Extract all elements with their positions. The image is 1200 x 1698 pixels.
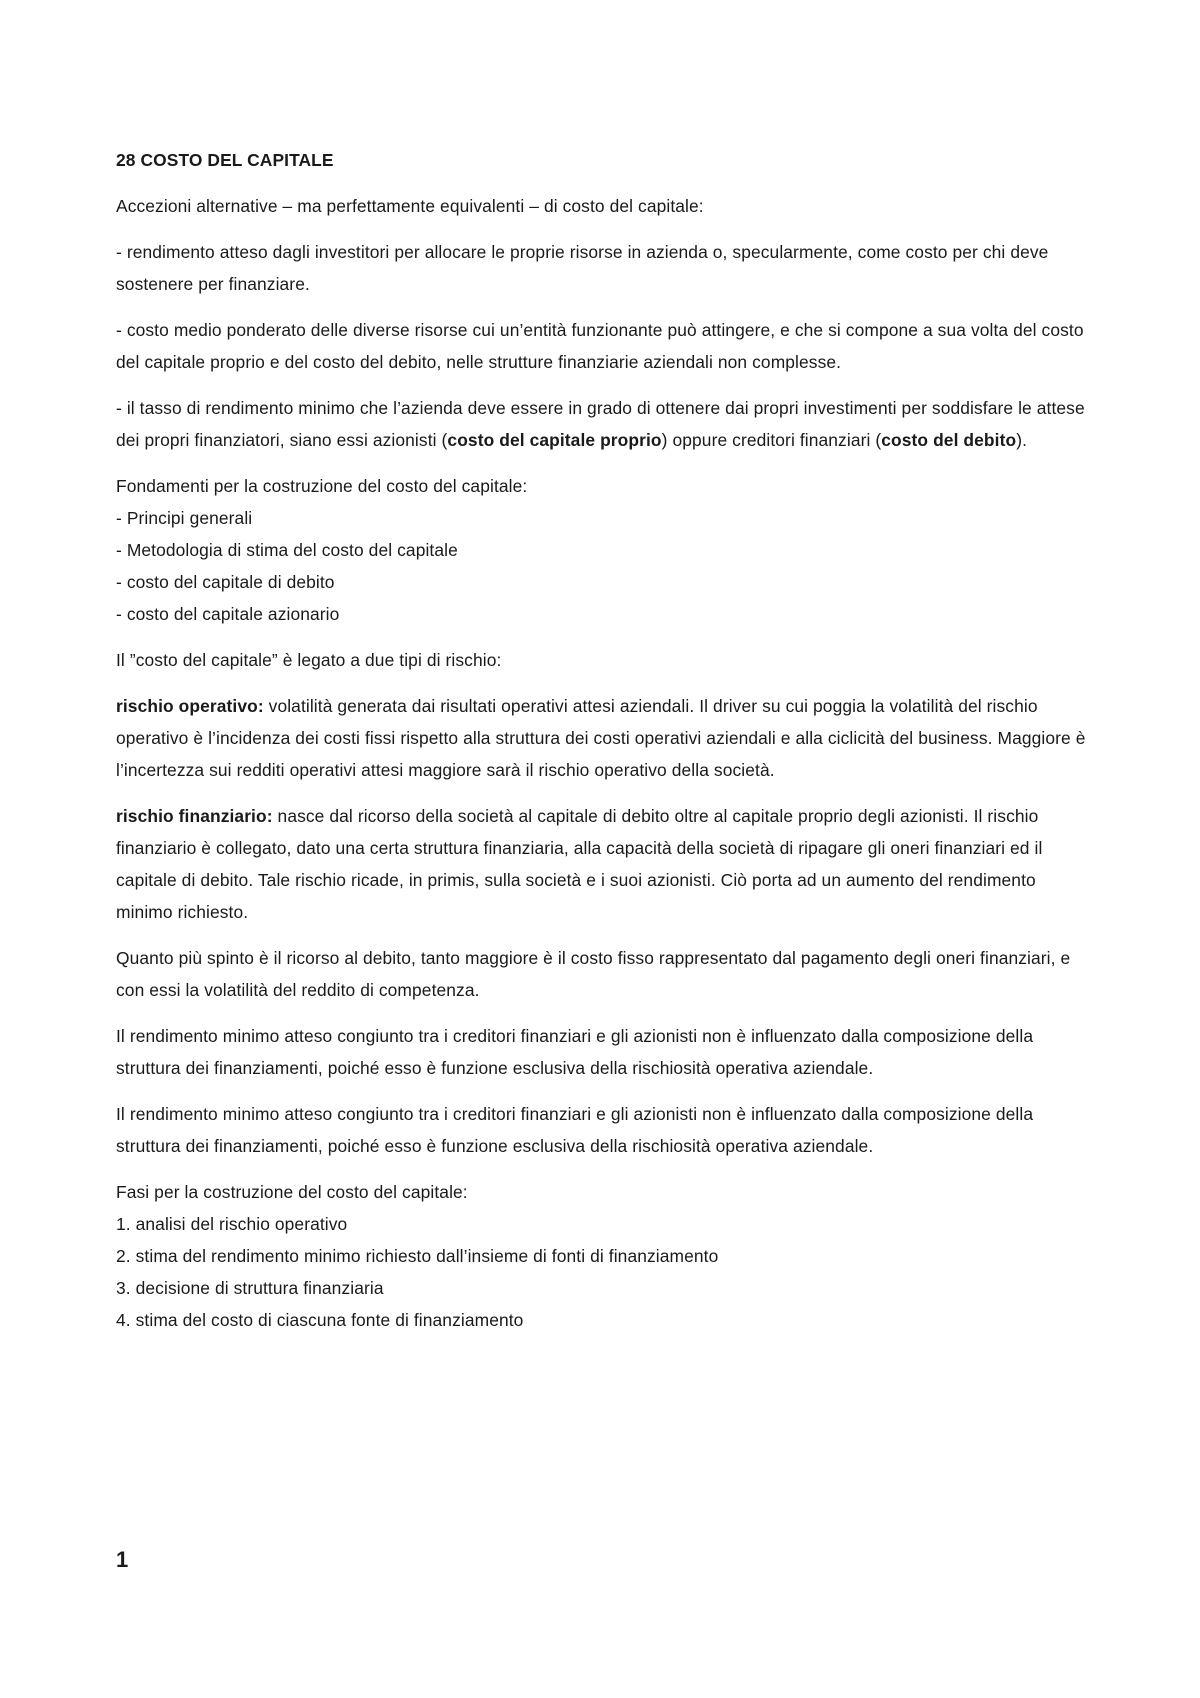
list-item: - costo del capitale azionario bbox=[116, 604, 340, 624]
financial-risk-text: nasce dal ricorso della società al capitale di debito oltre al capitale proprio degli azionisti. Il rischio finanziario è collegato, dato una certa struttura finanziaria, alla capacità della società di ripagare gli oneri finanziari ed il capitale di debito. Tale rischio ricade, in primis, sulla società e i suoi azionisti. Ciò porta ad un aumento del rendimento minimo richiesto. bbox=[116, 806, 1043, 922]
operational-risk-text: volatilità generata dai risultati operativi attesi aziendali. Il driver su cui poggia la volatilità del rischio operativo è l’incidenza dei costi fissi rispetto alla struttura dei costi operativi aziendali e alla ciclicità del business. Maggiore è l’incertezza sui redditi operativi attesi maggiore sarà il rischio operativo della società. bbox=[116, 696, 1086, 780]
foundations-list bbox=[116, 470, 1088, 630]
list-item: 4. stima del costo di ciascuna fonte di finanziamento bbox=[116, 1310, 524, 1330]
body-paragraph: Il rendimento minimo atteso congiunto tra i creditori finanziari e gli azionisti non è influenzato dalla composizione della struttura dei finanziamenti, poiché esso è funzione esclusiva della rischiosità operativa aziendale. bbox=[116, 1026, 1034, 1078]
list-item: 3. decisione di struttura finanziaria bbox=[116, 1278, 384, 1298]
list-item: - Principi generali bbox=[116, 508, 253, 528]
foundations-heading: Fondamenti per la costruzione del costo del capitale: bbox=[116, 476, 528, 496]
definition-paragraph: - rendimento atteso dagli investitori per allocare le proprie risorse in azienda o, specularmente, come costo per chi deve sostenere per finanziare. bbox=[116, 242, 1049, 294]
document-body bbox=[116, 144, 1088, 1350]
body-paragraph: Quanto più spinto è il ricorso al debito, tanto maggiore è il costo fisso rappresentato dal pagamento degli oneri finanziari, e con essi la volatilità del reddito di competenza. bbox=[116, 948, 1071, 1000]
definition-paragraph bbox=[116, 392, 1088, 456]
financial-risk-label: rischio finanziario: bbox=[116, 806, 273, 826]
operational-risk-paragraph bbox=[116, 690, 1088, 786]
definition-bold-term: costo del debito bbox=[881, 430, 1017, 450]
risk-intro-paragraph: Il ”costo del capitale” è legato a due tipi di rischio: bbox=[116, 650, 502, 670]
list-item: - costo del capitale di debito bbox=[116, 572, 335, 592]
phases-list bbox=[116, 1176, 1088, 1336]
definition-text: - il tasso di rendimento minimo che l’azienda deve essere in grado di ottenere dai propri investimenti per soddisfare le attese dei propri finanziatori, siano essi azionisti ( bbox=[116, 398, 1085, 450]
phases-heading: Fasi per la costruzione del costo del capitale: bbox=[116, 1182, 468, 1202]
definition-text: ). bbox=[1016, 430, 1028, 450]
page-number: 1 bbox=[116, 1547, 129, 1572]
document-title: 28 COSTO DEL CAPITALE bbox=[116, 150, 334, 170]
list-item: 2. stima del rendimento minimo richiesto dall’insieme di fonti di finanziamento bbox=[116, 1246, 719, 1266]
definition-text: ) oppure creditori finanziari ( bbox=[661, 430, 882, 450]
list-item: 1. analisi del rischio operativo bbox=[116, 1214, 348, 1234]
financial-risk-paragraph bbox=[116, 800, 1088, 928]
definition-bold-term: costo del capitale proprio bbox=[447, 430, 662, 450]
intro-paragraph: Accezioni alternative – ma perfettamente equivalenti – di costo del capitale: bbox=[116, 196, 704, 216]
definition-paragraph: - costo medio ponderato delle diverse risorse cui un’entità funzionante può attingere, e che si compone a sua volta del costo del capitale proprio e del costo del debito, nelle strutture finanziarie aziendali non complesse. bbox=[116, 320, 1084, 372]
body-paragraph: Il rendimento minimo atteso congiunto tra i creditori finanziari e gli azionisti non è influenzato dalla composizione della struttura dei finanziamenti, poiché esso è funzione esclusiva della rischiosità operativa aziendale. bbox=[116, 1104, 1034, 1156]
operational-risk-label: rischio operativo: bbox=[116, 696, 264, 716]
list-item: - Metodologia di stima del costo del capitale bbox=[116, 540, 458, 560]
